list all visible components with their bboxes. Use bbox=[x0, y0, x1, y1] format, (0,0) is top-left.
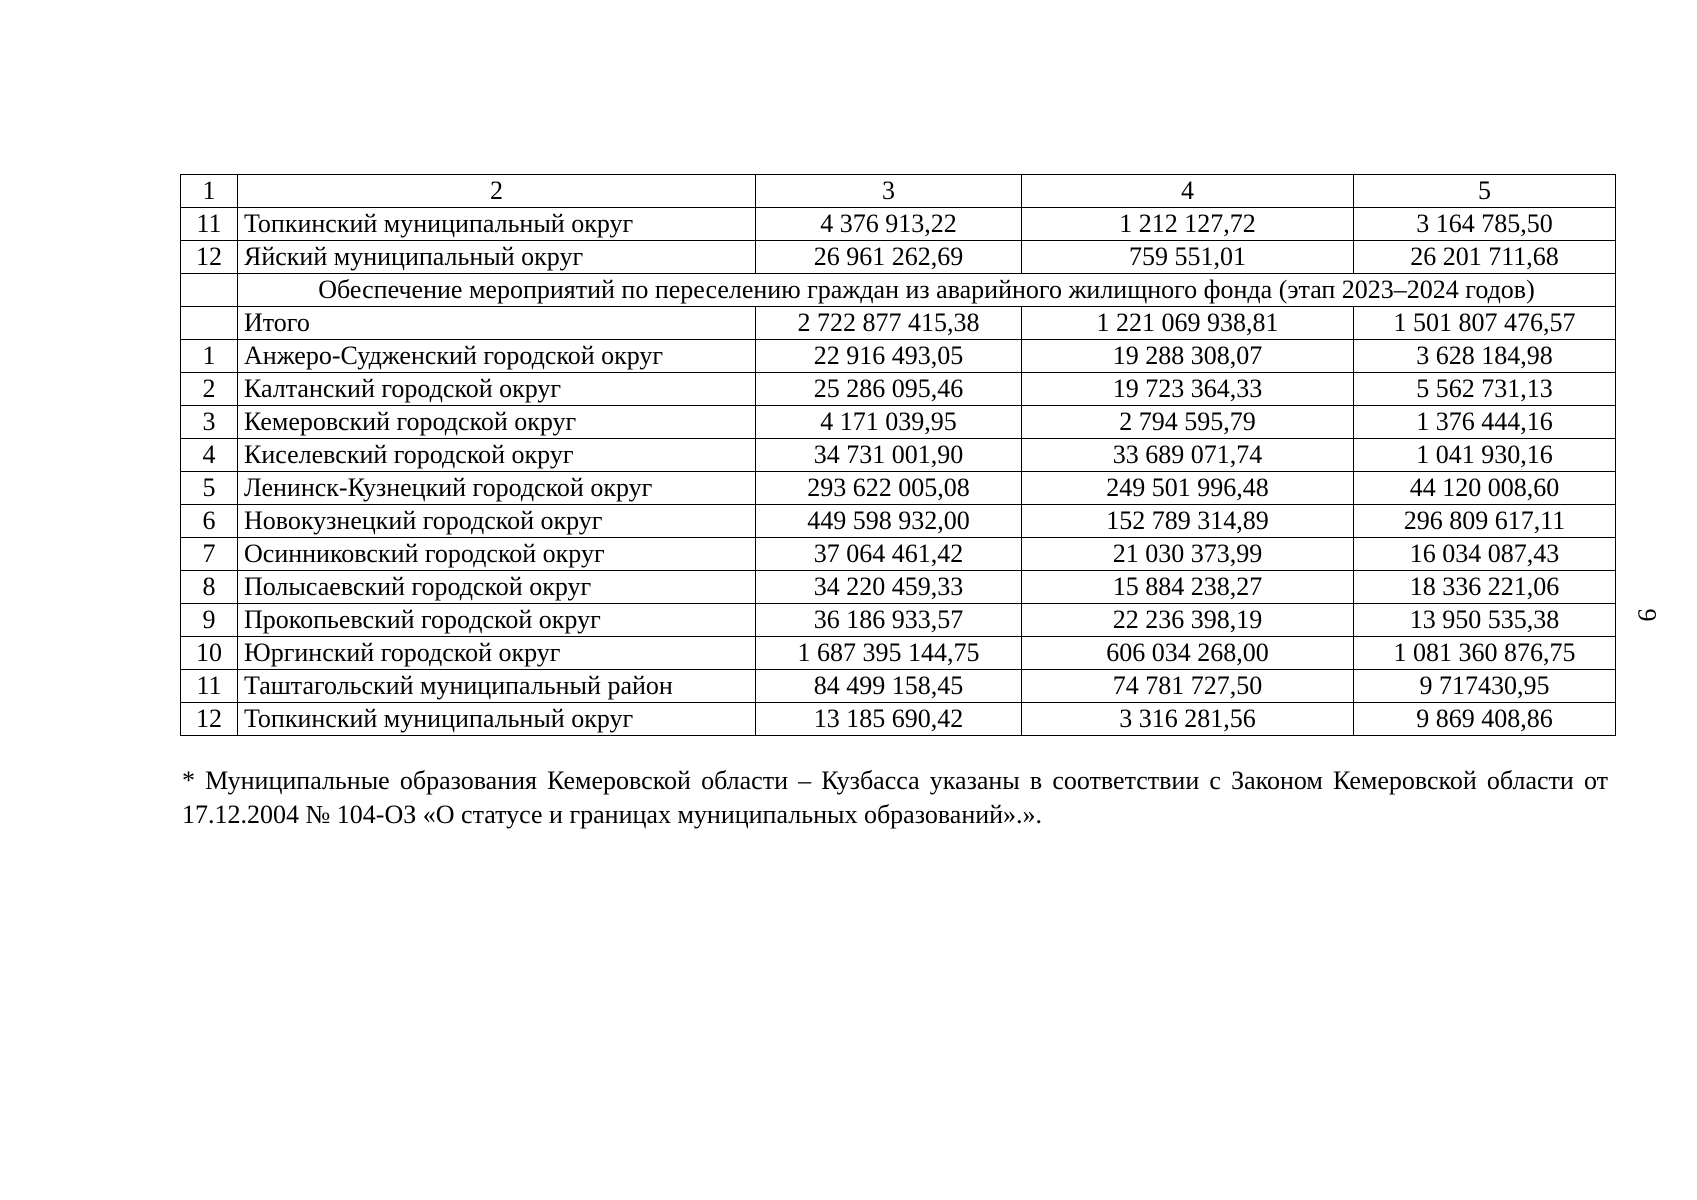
value-col-3: 37 064 461,42 bbox=[756, 538, 1022, 571]
row-number: 6 bbox=[181, 505, 238, 538]
value-col-4: 152 789 314,89 bbox=[1022, 505, 1354, 538]
section-title-row bbox=[181, 274, 1616, 307]
value-col-3: 26 961 262,69 bbox=[756, 241, 1022, 274]
budget-table bbox=[180, 174, 1616, 736]
value-col-4: 2 794 595,79 bbox=[1022, 406, 1354, 439]
value-col-5: 9 717430,95 bbox=[1354, 670, 1616, 703]
table-row bbox=[181, 703, 1616, 736]
total-row bbox=[181, 307, 1616, 340]
table-row bbox=[181, 208, 1616, 241]
table-row bbox=[181, 637, 1616, 670]
value-col-4: 19 288 308,07 bbox=[1022, 340, 1354, 373]
value-col-5: 5 562 731,13 bbox=[1354, 373, 1616, 406]
total-label: Итого bbox=[238, 307, 756, 340]
value-col-3: 293 622 005,08 bbox=[756, 472, 1022, 505]
table-row bbox=[181, 604, 1616, 637]
value-col-5: 296 809 617,11 bbox=[1354, 505, 1616, 538]
total-col-3: 2 722 877 415,38 bbox=[756, 307, 1022, 340]
value-col-3: 1 687 395 144,75 bbox=[756, 637, 1022, 670]
value-col-4: 3 316 281,56 bbox=[1022, 703, 1354, 736]
value-col-5: 3 164 785,50 bbox=[1354, 208, 1616, 241]
row-number: 4 bbox=[181, 439, 238, 472]
value-col-3: 13 185 690,42 bbox=[756, 703, 1022, 736]
municipality-name: Топкинский муниципальный округ bbox=[238, 703, 756, 736]
value-col-4: 21 030 373,99 bbox=[1022, 538, 1354, 571]
value-col-5: 13 950 535,38 bbox=[1354, 604, 1616, 637]
table-row bbox=[181, 406, 1616, 439]
column-number-1: 1 bbox=[181, 175, 238, 208]
row-number: 9 bbox=[181, 604, 238, 637]
value-col-3: 84 499 158,45 bbox=[756, 670, 1022, 703]
municipality-name: Анжеро-Судженский городской округ bbox=[238, 340, 756, 373]
municipality-name: Яйский муниципальный округ bbox=[238, 241, 756, 274]
value-col-4: 15 884 238,27 bbox=[1022, 571, 1354, 604]
municipality-name: Таштагольский муниципальный район bbox=[238, 670, 756, 703]
value-col-3: 4 171 039,95 bbox=[756, 406, 1022, 439]
column-number-3: 3 bbox=[756, 175, 1022, 208]
table-row bbox=[181, 670, 1616, 703]
column-number-5: 5 bbox=[1354, 175, 1616, 208]
row-number: 11 bbox=[181, 208, 238, 241]
value-col-4: 249 501 996,48 bbox=[1022, 472, 1354, 505]
value-col-5: 3 628 184,98 bbox=[1354, 340, 1616, 373]
section-title: Обеспечение мероприятий по переселению граждан из аварийного жилищного фонда (этап 2023–2024 годов) bbox=[238, 274, 1616, 307]
table-row bbox=[181, 538, 1616, 571]
table-row bbox=[181, 439, 1616, 472]
municipality-name: Киселевский городской округ bbox=[238, 439, 756, 472]
value-col-3: 22 916 493,05 bbox=[756, 340, 1022, 373]
column-number-2: 2 bbox=[238, 175, 756, 208]
municipality-name: Калтанский городской округ bbox=[238, 373, 756, 406]
row-number: 12 bbox=[181, 703, 238, 736]
municipality-name: Топкинский муниципальный округ bbox=[238, 208, 756, 241]
value-col-3: 4 376 913,22 bbox=[756, 208, 1022, 241]
table-row bbox=[181, 571, 1616, 604]
row-number: 5 bbox=[181, 472, 238, 505]
value-col-4: 606 034 268,00 bbox=[1022, 637, 1354, 670]
value-col-5: 1 081 360 876,75 bbox=[1354, 637, 1616, 670]
table-row bbox=[181, 373, 1616, 406]
footnote: * Муниципальные образования Кемеровской области – Кузбасса указаны в соответствии с Законом Кемеровской области от 17.12.2004 № 104-ОЗ «О статусе и границах муниципальных образований».». bbox=[182, 766, 1608, 829]
row-number: 8 bbox=[181, 571, 238, 604]
value-col-4: 19 723 364,33 bbox=[1022, 373, 1354, 406]
page-number: 9 bbox=[1632, 608, 1662, 622]
municipality-name: Кемеровский городской округ bbox=[238, 406, 756, 439]
row-number: 3 bbox=[181, 406, 238, 439]
table-row bbox=[181, 241, 1616, 274]
table-row bbox=[181, 505, 1616, 538]
value-col-4: 74 781 727,50 bbox=[1022, 670, 1354, 703]
row-number: 1 bbox=[181, 340, 238, 373]
row-number: 10 bbox=[181, 637, 238, 670]
row-number: 7 bbox=[181, 538, 238, 571]
row-number-empty bbox=[181, 274, 238, 307]
value-col-3: 449 598 932,00 bbox=[756, 505, 1022, 538]
row-number: 12 bbox=[181, 241, 238, 274]
row-number: 11 bbox=[181, 670, 238, 703]
value-col-3: 36 186 933,57 bbox=[756, 604, 1022, 637]
municipality-name: Новокузнецкий городской округ bbox=[238, 505, 756, 538]
value-col-5: 1 041 930,16 bbox=[1354, 439, 1616, 472]
value-col-3: 25 286 095,46 bbox=[756, 373, 1022, 406]
value-col-3: 34 220 459,33 bbox=[756, 571, 1022, 604]
municipality-name: Полысаевский городской округ bbox=[238, 571, 756, 604]
municipality-name: Ленинск-Кузнецкий городской округ bbox=[238, 472, 756, 505]
row-number-empty bbox=[181, 307, 238, 340]
value-col-4: 22 236 398,19 bbox=[1022, 604, 1354, 637]
total-col-4: 1 221 069 938,81 bbox=[1022, 307, 1354, 340]
municipality-name: Юргинский городской округ bbox=[238, 637, 756, 670]
value-col-5: 16 034 087,43 bbox=[1354, 538, 1616, 571]
value-col-4: 1 212 127,72 bbox=[1022, 208, 1354, 241]
value-col-4: 759 551,01 bbox=[1022, 241, 1354, 274]
value-col-5: 26 201 711,68 bbox=[1354, 241, 1616, 274]
value-col-5: 1 376 444,16 bbox=[1354, 406, 1616, 439]
row-number: 2 bbox=[181, 373, 238, 406]
value-col-4: 33 689 071,74 bbox=[1022, 439, 1354, 472]
table-row bbox=[181, 472, 1616, 505]
value-col-5: 9 869 408,86 bbox=[1354, 703, 1616, 736]
table-header-row bbox=[181, 175, 1616, 208]
value-col-5: 44 120 008,60 bbox=[1354, 472, 1616, 505]
value-col-3: 34 731 001,90 bbox=[756, 439, 1022, 472]
municipality-name: Прокопьевский городской округ bbox=[238, 604, 756, 637]
column-number-4: 4 bbox=[1022, 175, 1354, 208]
municipality-name: Осинниковский городской округ bbox=[238, 538, 756, 571]
value-col-5: 18 336 221,06 bbox=[1354, 571, 1616, 604]
table-row bbox=[181, 340, 1616, 373]
total-col-5: 1 501 807 476,57 bbox=[1354, 307, 1616, 340]
